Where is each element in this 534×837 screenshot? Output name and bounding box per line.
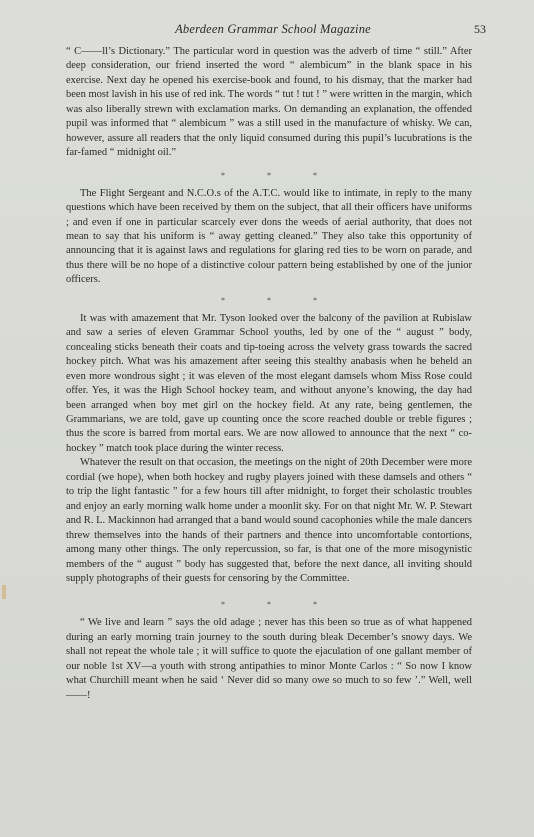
magazine-title: Aberdeen Grammar School Magazine	[175, 22, 371, 36]
paragraph-train: “ We live and learn ” says the old adage ; never has this been so true as of what happened during an early morning train journey to the south during bleak December’s snowy days. We shall not repeat the whole tale ; it will suffice to quote the ejaculation of one gallant member of our noble 1st XV—a youth with strong antipathies to minor Monte Carlos : “ So now I know what Churchill meant when he said ‘ Never did so many owe so much to so few ’.” Well, well——!	[66, 617, 472, 701]
paragraph-atc: The Flight Sergeant and N.C.O.s of the A.T.C. would like to intimate, in reply to the many questions which have been received by them on the subject, that all their officers have uniforms ; and even if one in particular scarcely ever dons the weeds of aerial authority, that does not mean to say that his uniform is “ away getting cleaned.” They also take this opportunity of announcing that it is against laws and regulations for glaring red ties to be worn on parade, and thus there will be no hope of a distinctive colour pattern being established by one of the junior officers.	[66, 187, 472, 286]
section-separator: * * *	[221, 170, 337, 180]
paragraph-dance: Whatever the result on that occasion, the meetings on the night of 20th December were more cordial (we hope), when both hockey and rugby players joined with these damsels and others “ to trip the light fantastic ” for a few hours till after midnight, to forget their scholastic troubles and enjoy an early morning walk home under a moonlit sky. For on that night Mr. W. P. Stewart and R. L. Mackinnon had arranged that a band would sound cacophonies while the male dancers threw themselves into the hands of their partners and thence into uncomfortable contortions, among many other things. The only repercussion, so far, is that one of the more misogynistic members of the “ august ” body has suggested that, before the next dance, all inviting should supply photographs of their guests for censoring by the Committee.	[66, 457, 472, 584]
paragraph-dictionary: “ C——ll’s Dictionary.” The particular word in question was the adverb of time “ still.” After deep consideration, our friend inserted the word “ alembicum” in the blank space in his exercise. Next day he opened his exercise-book and found, to his dismay, that the marker had been most lavish in his use of red ink. The words “ tut ! tut ! ” were written in the margin, which was also liberally strewn with exclamation marks. On demanding an explanation, the offended pupil was informed that “ alembicum ” was a still used in the manufacture of whisky. We can, however, assure all readers that the only liquid consumed during this pupil’s lucubrations is the far-famed “ midnight oil.”	[66, 46, 472, 159]
page-number: 53	[474, 22, 486, 36]
article-body	[66, 45, 472, 703]
margin-stain	[2, 585, 6, 599]
paragraph-hockey: It was with amazement that Mr. Tyson looked over the balcony of the pavilion at Rubislaw and saw a series of eleven Grammar School youths, led by one of the “ august ” body, concealing sticks beneath their coats and tip-toeing across the velvety grass towards the sacred hockey pitch. What was his amazement after seeing this stealthy anabasis when he beheld an even more wondrous sight ; it was eleven of the most elegant damsels whom Miss Rose could offer. Yes, it was the High School hockey team, and without anyone’s knowing, the day had been arranged when boy met girl on the hockey field. At any rate, being gentlemen, the Grammarians, we are told, gave up counting once the score reached double or treble figures ; thus the score is barred from mortal ears. We are now allowed to announce that the next “ co-hockey ” match took place during the winter recess.	[66, 312, 472, 454]
section-separator: * * *	[221, 600, 337, 610]
running-header	[60, 22, 486, 38]
section-separator: * * *	[221, 295, 337, 305]
